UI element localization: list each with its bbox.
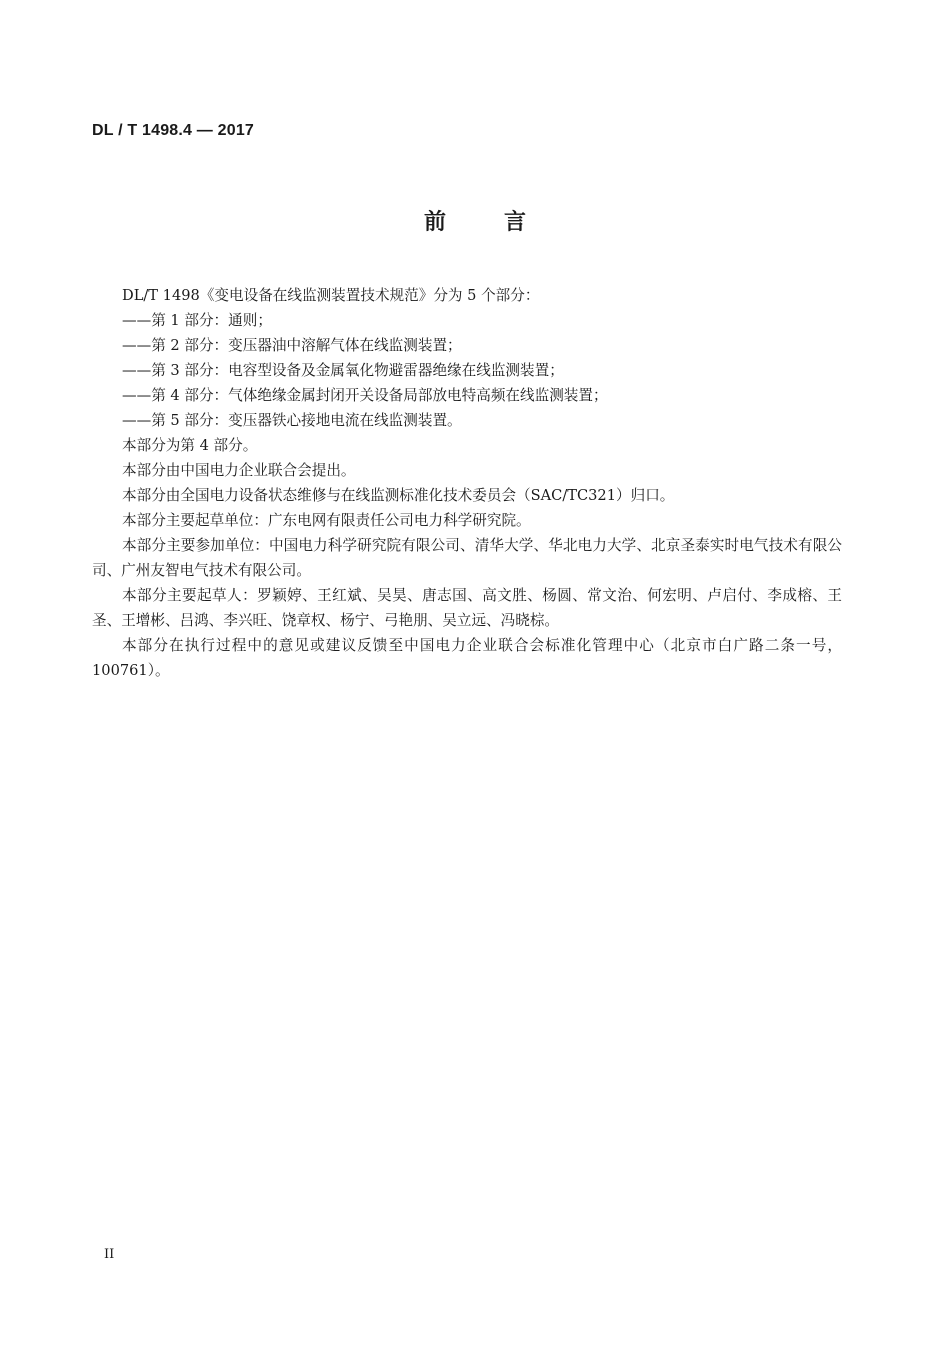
title-char-2: 言 bbox=[504, 210, 527, 235]
part-item: ——第 2 部分：变压器油中溶解气体在线监测装置； bbox=[122, 337, 462, 354]
page-title bbox=[0, 205, 950, 236]
document-code: DL / T 1498.4 — 2017 bbox=[92, 122, 255, 139]
this-part-line: 本部分为第 4 部分。 bbox=[122, 437, 258, 454]
proposed-by-line: 本部分由中国电力企业联合会提出。 bbox=[122, 462, 356, 479]
page-number: II bbox=[104, 1247, 115, 1262]
drafting-unit-line: 本部分主要起草单位：广东电网有限责任公司电力科学研究院。 bbox=[122, 512, 531, 529]
participating-units-paragraph: 本部分主要参加单位：中国电力科学研究院有限公司、清华大学、华北电力大学、北京圣泰实时电气技术有限公司、广州友智电气技术有限公司。 bbox=[92, 537, 842, 579]
managed-by-line: 本部分由全国电力设备状态维修与在线监测标准化技术委员会（SAC/TC321）归口。 bbox=[122, 487, 675, 504]
title-char-1: 前 bbox=[423, 210, 446, 235]
intro-line: DL/T 1498《变电设备在线监测装置技术规范》分为 5 个部分： bbox=[122, 287, 540, 304]
feedback-paragraph: 本部分在执行过程中的意见或建议反馈至中国电力企业联合会标准化管理中心（北京市白广路二条一号，100761）。 bbox=[92, 637, 842, 679]
part-item: ——第 3 部分：电容型设备及金属氧化物避雷器绝缘在线监测装置； bbox=[122, 362, 564, 379]
part-item: ——第 1 部分：通则； bbox=[122, 312, 272, 329]
drafters-paragraph: 本部分主要起草人：罗颖婷、王红斌、吴昊、唐志国、高文胜、杨圆、常文治、何宏明、卢启付、李成榕、王圣、王增彬、吕鸿、李兴旺、饶章权、杨宁、弓艳朋、吴立远、冯晓棕。 bbox=[92, 587, 842, 629]
part-item: ——第 5 部分：变压器铁心接地电流在线监测装置。 bbox=[122, 412, 462, 429]
foreword-body bbox=[92, 283, 842, 683]
part-item: ——第 4 部分：气体绝缘金属封闭开关设备局部放电特高频在线监测装置； bbox=[122, 387, 608, 404]
